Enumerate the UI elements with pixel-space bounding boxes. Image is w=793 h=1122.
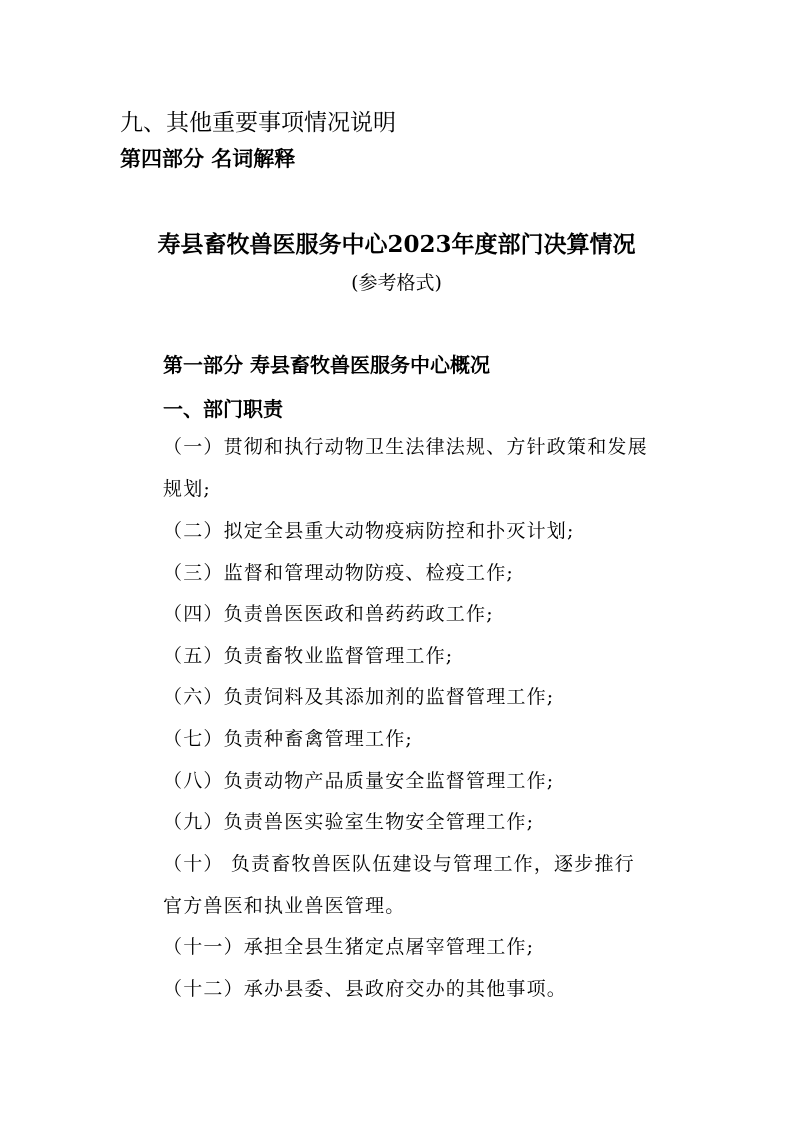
duty-item: （十） 负责畜牧兽医队伍建设与管理工作，逐步推行 — [163, 853, 635, 875]
duty-item: （九）负责兽医实验室生物安全管理工作; — [163, 811, 535, 833]
duty-item: （七）负责种畜禽管理工作; — [163, 728, 414, 750]
document-subtitle: (参考格式) — [351, 272, 442, 294]
duty-item: （一）贯彻和执行动物卫生法律法规、方针政策和发展 — [163, 436, 648, 458]
duty-item-continuation: 官方兽医和执业兽医管理。 — [163, 895, 406, 917]
duty-item-continuation: 规划; — [163, 478, 212, 500]
document-title: 寿县畜牧兽医服务中心2023年度部门决算情况 — [157, 231, 636, 258]
section-one-heading: 一、部门职责 — [163, 397, 283, 421]
duty-item: （二）拟定全县重大动物疫病防控和扑灭计划; — [163, 520, 575, 542]
duty-item: （十一）承担全县生猪定点屠宰管理工作; — [163, 936, 535, 958]
duty-item: （六）负责饲料及其添加剂的监督管理工作; — [163, 686, 555, 708]
duty-item: （五）负责畜牧业监督管理工作; — [163, 645, 454, 667]
duty-item: （三）监督和管理动物防疫、检疫工作; — [163, 562, 515, 584]
part-one-heading: 第一部分 寿县畜牧兽医服务中心概况 — [163, 353, 490, 377]
duty-item: （十二）承办县委、县政府交办的其他事项。 — [163, 978, 568, 1000]
section-nine-heading: 九、其他重要事项情况说明 — [120, 110, 396, 136]
part-four-heading: 第四部分 名词解释 — [120, 147, 296, 171]
duty-item: （八）负责动物产品质量安全监督管理工作; — [163, 770, 555, 792]
duty-item: （四）负责兽医医政和兽药药政工作; — [163, 603, 494, 625]
